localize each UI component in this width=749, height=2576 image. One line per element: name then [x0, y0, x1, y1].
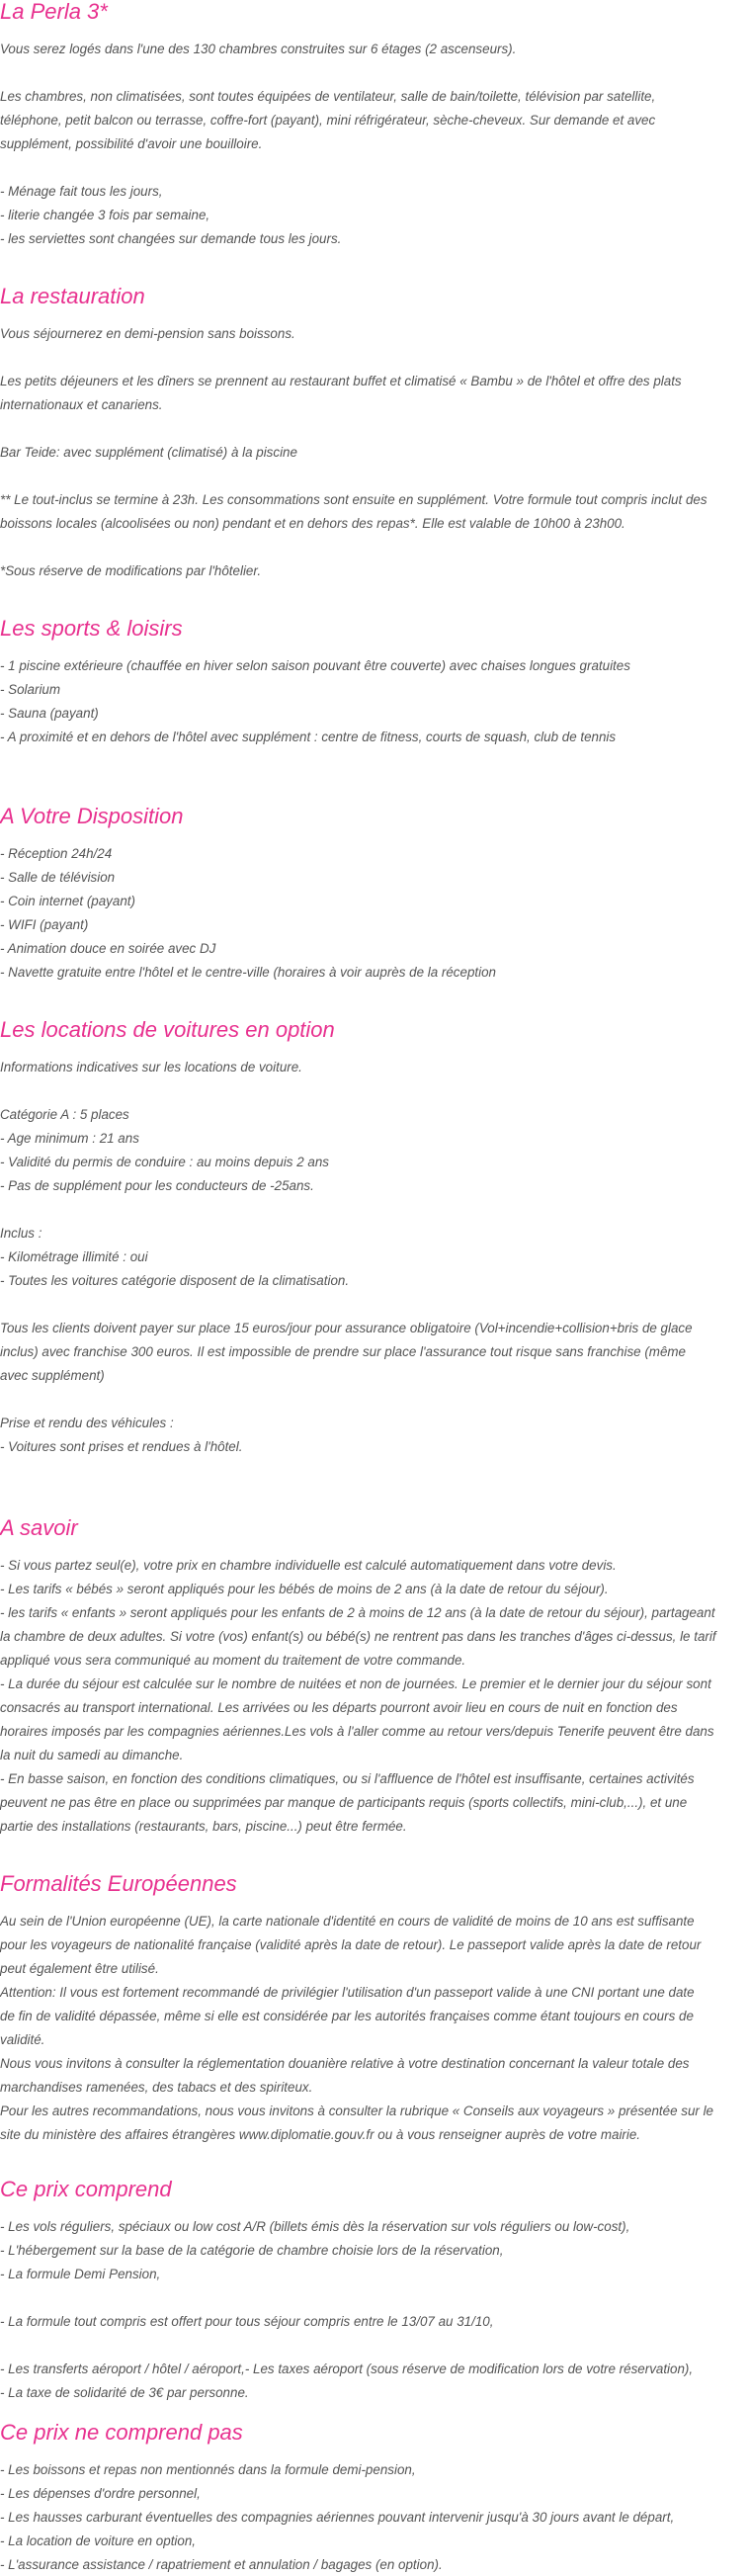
text-line: inclus) avec franchise 300 euros. Il est impossible de prendre sur place l'assurance tout risque sans franchise (même [0, 1344, 686, 1359]
text-line: Vous serez logés dans l'une des 130 chambres construites sur 6 étages (2 ascenseurs). [0, 42, 517, 56]
text-line: - La formule tout compris est offert pour tous séjour compris entre le 13/07 au 31/10, [0, 2314, 494, 2329]
section-restauration [0, 285, 749, 583]
text-line: - Validité du permis de conduire : au moins depuis 2 ans [0, 1155, 329, 1169]
section-title: Formalités Européennes [0, 1871, 237, 1896]
text-line: Les petits déjeuners et les dîners se prennent au restaurant buffet et climatisé « Bambu » de l'hôtel et offre des plats [0, 374, 682, 388]
text-line: site du ministère des affaires étrangères www.diplomatie.gouv.fr ou à vous renseigner auprès de votre mairie. [0, 2127, 641, 2142]
text-line: pour les voyageurs de nationalité française (validité après la date de retour). Le passeport valide après la date de retour [0, 1937, 702, 1952]
text-line: - Si vous partez seul(e), votre prix en chambre individuelle est calculé automatiquement dans votre devis. [0, 1558, 617, 1573]
section-locations-voitures [0, 1018, 749, 1459]
section-body [0, 2215, 749, 2405]
text-line: supplément, possibilité d'avoir une bouilloire. [0, 136, 263, 151]
text-line: - Solarium [0, 682, 61, 697]
text-line: - WIFI (payant) [0, 917, 89, 932]
text-line: Tous les clients doivent payer sur place 15 euros/jour pour assurance obligatoire (Vol+incendie+collision+bris de glace [0, 1321, 693, 1335]
section-title: Ce prix comprend [0, 2177, 172, 2201]
text-line: peuvent ne pas être en place ou supprimées par manque de participants requis (sports collectifs, mini-club,...), et une [0, 1795, 688, 1810]
section-prix-comprend [0, 2178, 749, 2405]
text-line: validité. [0, 2032, 45, 2047]
section-sports-loisirs [0, 617, 749, 749]
section-title: Les sports & loisirs [0, 616, 183, 641]
text-line: Bar Teide: avec supplément (climatisé) à la piscine [0, 445, 297, 460]
section-la-perla [0, 0, 749, 251]
text-line: consacrés au transport international. Les arrivées ou les départs pourront avoir lieu en cours de nuit en fonction des [0, 1700, 678, 1715]
text-line: - Les transferts aéroport / hôtel / aéroport,- Les taxes aéroport (sous réserve de modification lors de votre réservation), [0, 2361, 694, 2376]
text-line: - Kilométrage illimité : oui [0, 1249, 148, 1264]
text-line: Prise et rendu des véhicules : [0, 1416, 174, 1430]
section-prix-ne-comprend [0, 2421, 749, 2576]
text-line: la chambre de deux adultes. Si votre (vos) enfant(s) ou bébé(s) ne rentrent pas dans les tranches d'âges ci-dessus, le tarif [0, 1629, 716, 1644]
section-title: La Perla 3* [0, 0, 108, 24]
text-line: peut également être utilisé. [0, 1961, 159, 1976]
blank-line [0, 465, 749, 488]
text-line: Informations indicatives sur les locations de voiture. [0, 1060, 302, 1074]
blank-line [0, 2286, 749, 2310]
text-line: *Sous réserve de modifications par l'hôtelier. [0, 563, 262, 578]
text-line: - Les hausses carburant éventuelles des compagnies aériennes pouvant intervenir jusqu'à 30 jours avant le départ, [0, 2510, 675, 2525]
text-line: - La taxe de solidarité de 3€ par personne. [0, 2385, 249, 2400]
text-line: - Voitures sont prises et rendues à l'hôtel. [0, 1439, 243, 1454]
text-line: - 1 piscine extérieure (chauffée en hiver selon saison pouvant être couverte) avec chaises longues gratuites [0, 658, 630, 673]
text-line: téléphone, petit balcon ou terrasse, coffre-fort (payant), mini réfrigérateur, sèche-cheveux. Sur demande et avec [0, 113, 656, 128]
section-body [0, 842, 749, 985]
text-line: - Les boissons et repas non mentionnés dans la formule demi-pension, [0, 2462, 416, 2477]
text-line: Vous séjournerez en demi-pension sans boissons. [0, 326, 295, 341]
section-body [0, 654, 749, 749]
text-line: - Ménage fait tous les jours, [0, 184, 163, 199]
blank-line [0, 1388, 749, 1412]
text-line: de fin de validité dépassée, même si elle est considérée par les autorités françaises comme étant toujours en cours de [0, 2009, 694, 2023]
text-line: - les serviettes sont changées sur demande tous les jours. [0, 231, 342, 246]
text-line: internationaux et canariens. [0, 397, 163, 412]
text-line: - En basse saison, en fonction des conditions climatiques, ou si l'affluence de l'hôtel est insuffisante, certaines activités [0, 1771, 695, 1786]
blank-line [0, 417, 749, 441]
section-body [0, 38, 749, 251]
section-votre-disposition [0, 805, 749, 985]
blank-line [0, 156, 749, 180]
text-line: - Les tarifs « bébés » seront appliqués pour les bébés de moins de 2 ans (à la date de retour du séjour). [0, 1582, 609, 1596]
text-line: Au sein de l'Union européenne (UE), la carte nationale d'identité en cours de validité de moins de 10 ans est suffisante [0, 1914, 695, 1929]
text-line: - Sauna (payant) [0, 706, 99, 721]
text-line: marchandises ramenées, des tabacs et des spiriteux. [0, 2080, 313, 2095]
text-line: - Navette gratuite entre l'hôtel et le centre-ville (horaires à voir auprès de la réception [0, 965, 496, 980]
text-line: - Animation douce en soirée avec DJ [0, 941, 216, 956]
text-line: avec supplément) [0, 1368, 105, 1383]
text-line: Inclus : [0, 1226, 42, 1241]
text-line: Catégorie A : 5 places [0, 1107, 129, 1122]
text-line: - Les vols réguliers, spéciaux ou low cost A/R (billets émis dès la réservation sur vols réguliers ou low-cost), [0, 2219, 630, 2234]
section-title: Les locations de voitures en option [0, 1017, 335, 1042]
text-line: - La formule Demi Pension, [0, 2267, 161, 2281]
section-title: Ce prix ne comprend pas [0, 2420, 243, 2445]
text-line: - Réception 24h/24 [0, 846, 113, 861]
blank-line [0, 61, 749, 85]
text-line: Les chambres, non climatisées, sont toutes équipées de ventilateur, salle de bain/toilette, télévision par satellite, [0, 89, 656, 104]
section-body [0, 2458, 749, 2576]
text-line: - Les dépenses d'ordre personnel, [0, 2486, 201, 2501]
section-title: A savoir [0, 1515, 78, 1540]
section-body [0, 1056, 749, 1459]
blank-line [0, 536, 749, 559]
blank-line [0, 1293, 749, 1317]
blank-line [0, 2334, 749, 2358]
text-line: - L'assurance assistance / rapatriement et annulation / bagages (en option). [0, 2557, 443, 2572]
section-a-savoir [0, 1516, 749, 1839]
blank-line [0, 346, 749, 370]
section-body [0, 1554, 749, 1839]
section-title: A Votre Disposition [0, 804, 184, 828]
text-line: Pour les autres recommandations, nous vous invitons à consulter la rubrique « Conseils aux voyageurs » présentée sur le [0, 2104, 713, 2118]
section-title: La restauration [0, 284, 145, 308]
text-line: - Coin internet (payant) [0, 894, 135, 908]
text-line: - A proximité et en dehors de l'hôtel avec supplément : centre de fitness, courts de squash, club de tennis [0, 730, 617, 744]
text-line: appliqué vous sera communiqué au moment du traitement de votre commande. [0, 1653, 466, 1668]
text-line: - La durée du séjour est calculée sur le nombre de nuitées et non de journées. Le premier et le dernier jour du séjour sont [0, 1676, 711, 1691]
text-line: - Salle de télévision [0, 870, 116, 885]
text-line: horaires imposés par les compagnies aériennes.Les vols à l'aller comme au retour vers/depuis Tenerife peuvent être dans [0, 1724, 714, 1739]
blank-line [0, 1198, 749, 1222]
text-line: - Age minimum : 21 ans [0, 1131, 139, 1146]
text-line: partie des installations (restaurants, bars, piscine...) peut être fermée. [0, 1819, 407, 1834]
text-line: - Pas de supplément pour les conducteurs de -25ans. [0, 1178, 314, 1193]
text-line: - literie changée 3 fois par semaine, [0, 208, 210, 222]
section-formalites-europeennes [0, 1872, 749, 2147]
blank-line [0, 1079, 749, 1103]
section-body [0, 322, 749, 583]
text-line: ** Le tout-inclus se termine à 23h. Les consommations sont ensuite en supplément. Votre formule tout compris inclut des [0, 492, 707, 507]
section-body [0, 1910, 749, 2147]
text-line: - Toutes les voitures catégorie disposent de la climatisation. [0, 1273, 350, 1288]
text-line: - les tarifs « enfants » seront appliqués pour les enfants de 2 à moins de 12 ans (à la date de retour du séjour), partageant [0, 1605, 715, 1620]
text-line: la nuit du samedi au dimanche. [0, 1748, 184, 1762]
text-line: boissons locales (alcoolisées ou non) pendant et en dehors des repas*. Elle est valable de 10h00 à 23h00. [0, 516, 625, 531]
text-line: Attention: Il vous est fortement recommandé de privilégier l'utilisation d'un passeport valide à une CNI portant une date [0, 1985, 695, 2000]
text-line: Nous vous invitons à consulter la réglementation douanière relative à votre destination concernant la valeur totale des [0, 2056, 690, 2071]
text-line: - La location de voiture en option, [0, 2533, 197, 2548]
text-line: - L'hébergement sur la base de la catégorie de chambre choisie lors de la réservation, [0, 2243, 504, 2258]
